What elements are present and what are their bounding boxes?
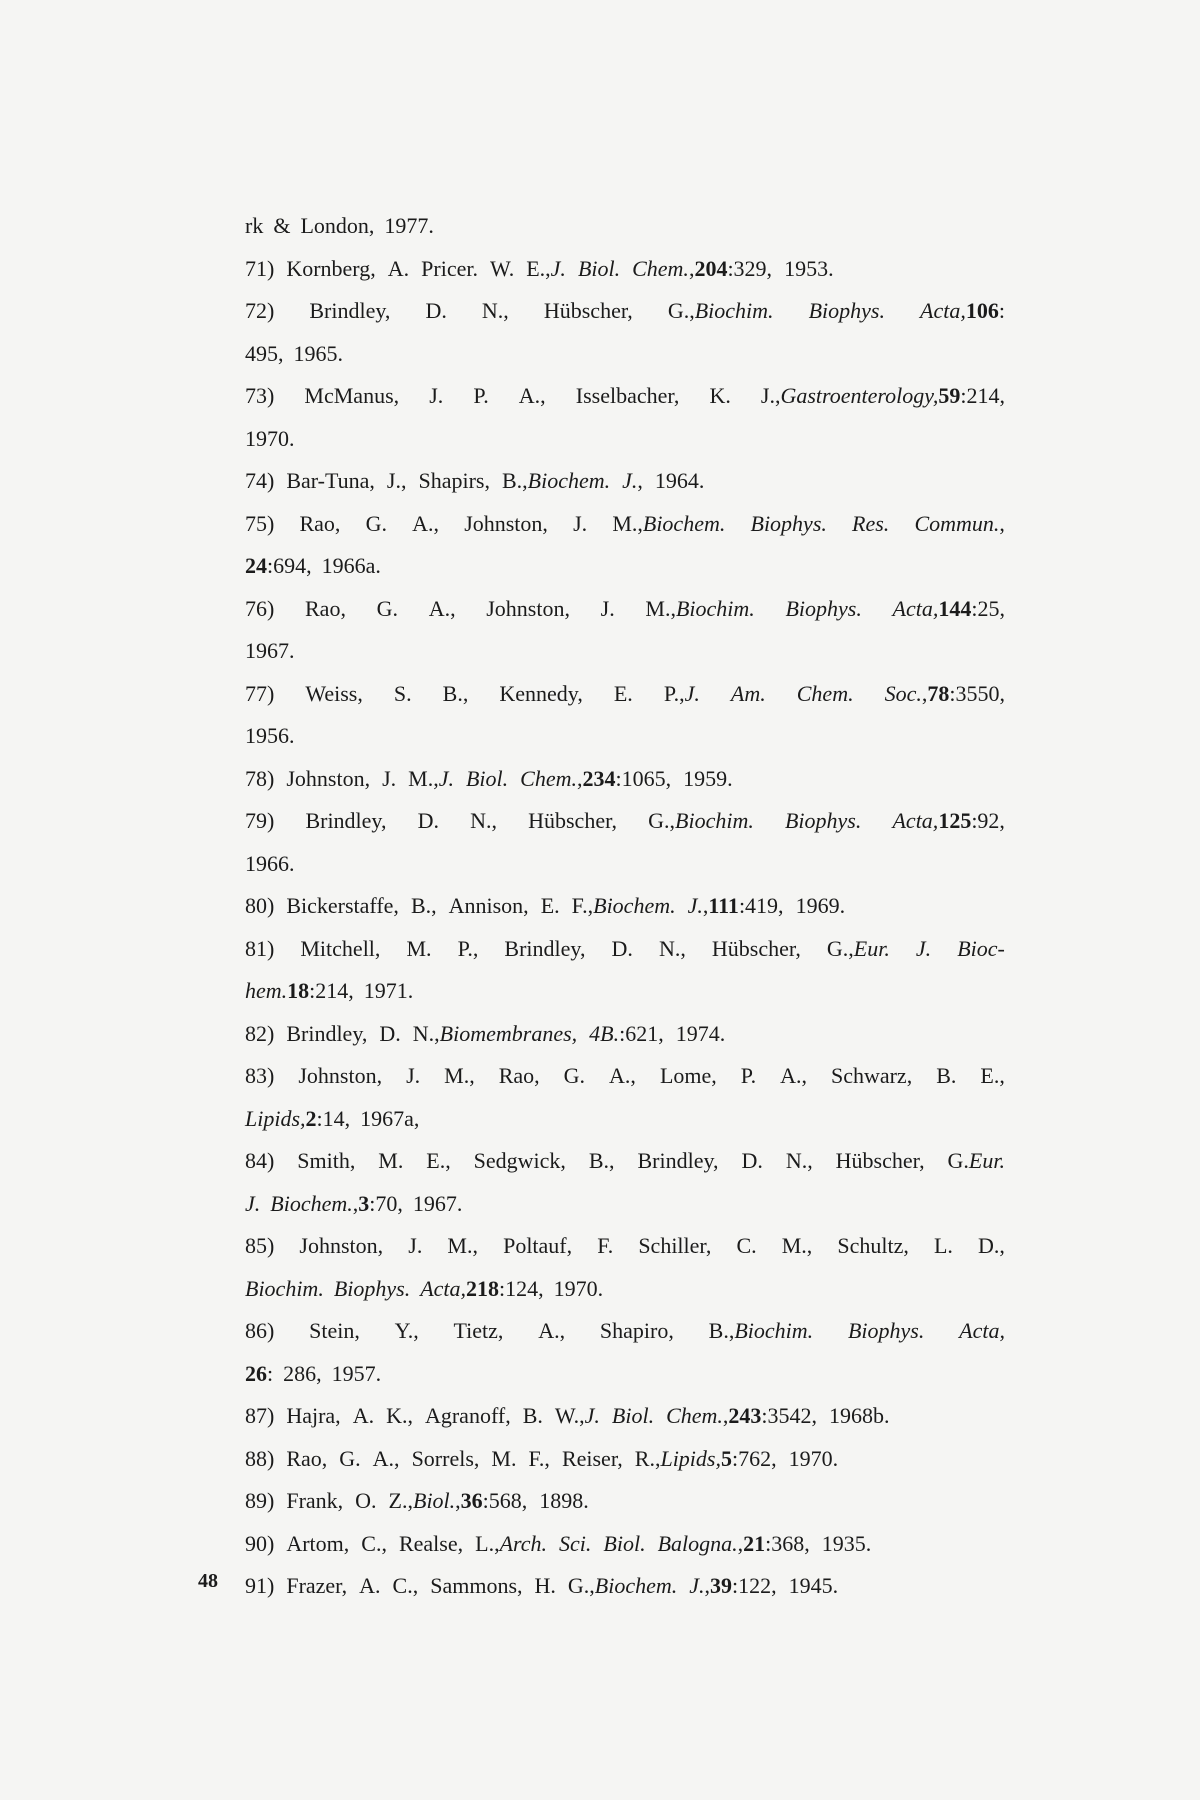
reference-word: 1967.: [412, 1190, 463, 1216]
reference-number: 90): [245, 1530, 275, 1556]
reference-entry-line: [245, 1310, 1005, 1353]
reference-word: Shapirs,: [418, 468, 490, 493]
reference-word: G.: [563, 1063, 586, 1088]
reference-word: 1970.: [788, 1445, 839, 1471]
reference-entry-line: [245, 1225, 1005, 1268]
reference-word: C.,: [392, 1573, 419, 1598]
reference-word: 1967.: [245, 638, 295, 663]
reference-number: 75): [245, 510, 275, 536]
reference-entry-line: [245, 928, 1005, 971]
reference-word: J.,39:122,: [689, 1573, 777, 1598]
reference-word: E.: [540, 893, 560, 918]
reference-word: Frazer,: [286, 1573, 348, 1598]
reference-word: N.,: [658, 935, 686, 961]
reference-word: G.: [339, 1445, 361, 1471]
reference-word: Am.: [730, 680, 766, 706]
reference-word: Lipids,2:14,: [245, 1105, 351, 1131]
reference-word: Pricer.: [421, 255, 478, 281]
reference-word: M.,: [447, 1233, 478, 1258]
reference-word: Biol.: [603, 1530, 646, 1556]
reference-word: J.: [573, 510, 588, 536]
reference-entry-line: [245, 1055, 1005, 1098]
reference-word: Brindley,: [504, 935, 586, 961]
reference-word: Hübscher,: [835, 1148, 925, 1173]
reference-word: A.,: [609, 1063, 636, 1088]
reference-word: A.: [387, 255, 410, 281]
reference-word: Balogna.,21:368,: [657, 1530, 810, 1556]
reference-word: Johnston,: [464, 510, 548, 536]
reference-entry-line: [245, 673, 1005, 716]
reference-word: M.: [406, 935, 432, 961]
reference-word: Hübscher,: [528, 808, 618, 833]
reference-number: 87): [245, 1403, 275, 1428]
reference-word: 1945.: [788, 1573, 839, 1598]
reference-number: 80): [245, 893, 275, 918]
reference-word: 1898.: [539, 1488, 589, 1513]
reference-list: [245, 205, 1005, 1608]
reference-word: F.,: [528, 1445, 550, 1471]
reference-word: Soc.,78:3550,: [884, 680, 1005, 706]
reference-number: 91): [245, 1573, 275, 1598]
reference-entry-line: [245, 1523, 1005, 1566]
reference-word: Y.,: [394, 1318, 419, 1343]
reference-word: Brindley,: [637, 1148, 719, 1173]
reference-word: D.,: [978, 1233, 1005, 1258]
reference-word: Hübscher,: [543, 298, 633, 323]
reference-number: 82): [245, 1020, 275, 1046]
reference-word: G.: [376, 595, 399, 621]
reference-word: 26:: [245, 1360, 274, 1386]
reference-word: A.,: [412, 510, 440, 536]
reference-word: Bickerstaffe,: [286, 893, 399, 918]
reference-word: 1970.: [553, 1275, 604, 1301]
reference-word: Sci.: [559, 1530, 592, 1556]
reference-word: Biol.: [577, 255, 621, 281]
reference-continuation-line: [245, 205, 1005, 248]
reference-word: Brindley,: [305, 808, 387, 833]
reference-word: 1971.: [363, 978, 414, 1003]
reference-word: Chem.,234:1065,: [520, 765, 672, 791]
reference-word: J.: [408, 1233, 423, 1258]
reference-number: 79): [245, 808, 275, 833]
reference-word: G.,Biochim.: [648, 808, 754, 833]
reference-word: A.,: [518, 383, 546, 408]
reference-entry-line: [245, 1565, 1005, 1608]
reference-word: B.: [936, 1063, 957, 1088]
reference-word: J.,Gastroenterology,59:214,: [760, 383, 1005, 408]
reference-word: K.,: [386, 1403, 413, 1428]
reference-entry-line: [245, 1140, 1005, 1183]
reference-word: Chem.: [796, 680, 854, 706]
reference-continuation-line: [245, 843, 1005, 886]
reference-word: J.,: [386, 468, 407, 493]
reference-word: Chem.,243:3542,: [666, 1403, 818, 1428]
reference-number: 74): [245, 468, 275, 493]
reference-word: C.,: [361, 1530, 387, 1556]
reference-word: E.: [613, 680, 633, 706]
reference-word: H.: [534, 1573, 556, 1598]
reference-word: Biophys.: [785, 595, 862, 621]
reference-word: J.: [429, 383, 444, 408]
reference-number: 86): [245, 1318, 275, 1343]
reference-word: Reiser,: [561, 1445, 623, 1471]
reference-word: N.,: [481, 298, 509, 323]
reference-word: 1959.: [683, 765, 733, 791]
reference-entry-line: [245, 1480, 1005, 1523]
reference-word: Lome,: [659, 1063, 717, 1088]
reference-word: rk: [245, 213, 264, 238]
reference-word: B.,Biochim.: [708, 1318, 814, 1343]
reference-word: P.,: [457, 935, 479, 961]
reference-word: Schultz,: [837, 1233, 909, 1258]
reference-word: A.: [359, 1573, 381, 1598]
reference-word: A.: [352, 1403, 375, 1428]
reference-word: L.,Arch.: [475, 1530, 548, 1556]
reference-word: Rao,: [498, 1063, 540, 1088]
reference-word: M.,Biochim.: [645, 595, 755, 621]
reference-word: Frank,: [286, 1488, 344, 1513]
reference-word: Bioc-: [957, 935, 1005, 961]
reference-word: 1966a.: [321, 553, 381, 578]
reference-word: Johnston,: [298, 1063, 383, 1088]
reference-word: B.,Biochem.: [501, 468, 611, 493]
reference-word: P.,J.: [663, 680, 700, 706]
reference-word: B.,: [442, 680, 469, 706]
reference-entry-line: [245, 885, 1005, 928]
reference-number: 73): [245, 383, 275, 408]
reference-entry-line: [245, 800, 1005, 843]
reference-entry-line: [245, 290, 1005, 333]
reference-word: Res.: [852, 510, 890, 536]
reference-word: D.: [379, 1020, 401, 1046]
reference-word: Commun.,: [914, 510, 1005, 536]
reference-continuation-line: [245, 418, 1005, 461]
reference-word: 1977.: [384, 213, 434, 238]
reference-entry-line: [245, 248, 1005, 291]
reference-word: Schwarz,: [830, 1063, 913, 1088]
reference-word: Brindley,: [309, 298, 391, 323]
reference-word: Johnston,: [286, 765, 371, 791]
reference-word: M.,: [444, 1063, 475, 1088]
reference-word: M.,Biochem.: [612, 510, 726, 536]
reference-entry-line: [245, 1438, 1005, 1481]
reference-word: Rao,: [286, 1445, 328, 1471]
reference-word: London,: [300, 213, 375, 238]
reference-entry-line: [245, 503, 1005, 546]
reference-word: N.,Biomembranes,: [412, 1020, 578, 1046]
reference-word: Bar-Tuna,: [286, 468, 375, 493]
reference-word: M.: [491, 1445, 517, 1471]
reference-number: 76): [245, 595, 275, 621]
reference-word: P.: [473, 383, 489, 408]
reference-continuation-line: [245, 1098, 1005, 1141]
reference-entry-line: [245, 588, 1005, 631]
reference-word: Johnston,: [486, 595, 570, 621]
reference-word: 1964.: [654, 468, 705, 493]
reference-word: K.: [709, 383, 731, 408]
reference-word: Biophys.: [847, 1318, 925, 1343]
reference-word: A.,: [538, 1318, 566, 1343]
reference-word: S.: [393, 680, 412, 706]
reference-word: J.: [245, 1190, 261, 1216]
reference-word: F.,Biochem.: [571, 893, 676, 918]
reference-entry-line: [245, 758, 1005, 801]
reference-word: R.,Lipids,5:762,: [634, 1445, 777, 1471]
reference-word: 1969.: [795, 893, 846, 918]
reference-word: Biophys.: [333, 1275, 411, 1301]
reference-word: Biophys.: [808, 298, 885, 323]
reference-word: 1956.: [245, 723, 295, 748]
reference-word: 1967a,: [360, 1105, 420, 1131]
reference-number: 71): [245, 255, 275, 281]
reference-word: P.: [740, 1063, 757, 1088]
reference-word: A.,: [372, 1445, 400, 1471]
reference-word: B.,: [410, 893, 437, 918]
reference-word: 495,: [245, 340, 284, 366]
reference-number: 72): [245, 298, 275, 323]
reference-continuation-line: [245, 333, 1005, 376]
reference-word: 1953.: [784, 255, 834, 281]
reference-word: Hajra,: [286, 1403, 341, 1428]
reference-word: Biophys.: [750, 510, 827, 536]
reference-word: 24:694,: [245, 553, 312, 578]
reference-continuation-line: [245, 715, 1005, 758]
reference-continuation-line: [245, 630, 1005, 673]
reference-word: Kornberg,: [286, 255, 376, 281]
reference-word: Biol.: [465, 765, 509, 791]
reference-word: C.: [736, 1233, 757, 1258]
reference-word: 4B.:621,: [589, 1020, 664, 1046]
reference-word: E.,: [426, 1148, 451, 1173]
reference-number: 81): [245, 935, 275, 961]
reference-word: J.: [406, 1063, 421, 1088]
reference-word: Brindley,: [286, 1020, 368, 1046]
reference-word: B.,: [588, 1148, 615, 1173]
reference-word: D.: [425, 298, 447, 323]
reference-word: hem.18:214,: [245, 978, 354, 1003]
reference-number: 83): [245, 1063, 275, 1088]
reference-word: Rao,: [299, 510, 341, 536]
reference-number: 89): [245, 1488, 275, 1513]
reference-word: E.,J.: [526, 255, 566, 281]
reference-word: Artom,: [286, 1530, 350, 1556]
page-number: 48: [198, 1570, 218, 1592]
reference-word: Realse,: [398, 1530, 464, 1556]
reference-word: Agranoff,: [424, 1403, 511, 1428]
reference-word: W.: [489, 255, 515, 281]
reference-number: 78): [245, 765, 275, 791]
reference-word: J.,: [622, 468, 643, 493]
reference-word: G.,Biochim.: [667, 298, 774, 323]
reference-number: 85): [245, 1233, 275, 1258]
reference-word: Z.,Biol.,36:568,: [388, 1488, 528, 1513]
reference-word: 1968b.: [829, 1403, 890, 1428]
reference-word: Rao,: [305, 595, 346, 621]
reference-word: A.,: [428, 595, 456, 621]
reference-word: N.,: [470, 808, 497, 833]
reference-word: Biophys.: [784, 808, 862, 833]
reference-word: O.: [355, 1488, 377, 1513]
reference-word: McManus,: [304, 383, 400, 408]
reference-word: 286,: [283, 1360, 322, 1386]
reference-continuation-line: [245, 1268, 1005, 1311]
reference-word: 1966.: [245, 850, 295, 876]
reference-word: Acta,144:25,: [892, 595, 1005, 621]
reference-word: Weiss,: [305, 680, 363, 706]
reference-word: J.: [382, 765, 397, 791]
reference-word: Biol.: [611, 1403, 655, 1428]
reference-word: D.: [741, 1148, 763, 1173]
reference-word: Acta,106:: [920, 298, 1005, 323]
reference-word: Sammons,: [430, 1573, 523, 1598]
reference-word: L.: [933, 1233, 953, 1258]
reference-continuation-line: [245, 545, 1005, 588]
reference-word: Acta,218:124,: [420, 1275, 544, 1301]
reference-word: Isselbacher,: [575, 383, 680, 408]
reference-word: A.,: [780, 1063, 807, 1088]
reference-number: 84): [245, 1148, 275, 1173]
reference-number: 77): [245, 680, 275, 706]
reference-word: G.: [365, 510, 387, 536]
reference-word: 1974.: [675, 1020, 726, 1046]
reference-continuation-line: [245, 1183, 1005, 1226]
reference-word: Acta,: [959, 1318, 1005, 1343]
reference-word: M.,J.: [408, 765, 454, 791]
reference-word: 1935.: [821, 1530, 872, 1556]
reference-word: B.: [522, 1403, 543, 1428]
reference-word: G.Eur.: [947, 1148, 1005, 1173]
reference-entry-line: [245, 375, 1005, 418]
reference-word: Tietz,: [453, 1318, 504, 1343]
reference-word: F.: [597, 1233, 614, 1258]
reference-word: Biochem.,3:70,: [270, 1190, 403, 1216]
reference-word: Johnston,: [299, 1233, 384, 1258]
reference-word: D.: [417, 808, 439, 833]
reference-word: J.: [915, 935, 932, 961]
reference-word: Shapiro,: [599, 1318, 674, 1343]
reference-word: D.: [611, 935, 633, 961]
reference-number: 88): [245, 1445, 275, 1471]
reference-word: E.,: [980, 1063, 1005, 1088]
reference-word: G.,Eur.: [826, 935, 890, 961]
reference-entry-line: [245, 1013, 1005, 1056]
reference-word: Sorrels,: [411, 1445, 480, 1471]
reference-word: M.: [378, 1148, 404, 1173]
reference-word: Acta,125:92,: [892, 808, 1005, 833]
reference-word: Hübscher,: [711, 935, 801, 961]
reference-word: Chem.,204:329,: [632, 255, 773, 281]
reference-word: &: [273, 213, 291, 238]
reference-word: Schiller,: [638, 1233, 712, 1258]
reference-entry-line: [245, 460, 1005, 503]
reference-word: Kennedy,: [499, 680, 583, 706]
reference-word: G.,Biochem.: [567, 1573, 678, 1598]
reference-word: Biochim.: [245, 1275, 324, 1301]
reference-word: Mitchell,: [300, 935, 381, 961]
reference-entry-line: [245, 1395, 1005, 1438]
reference-word: Sedgwick,: [473, 1148, 566, 1173]
reference-continuation-line: [245, 1353, 1005, 1396]
reference-continuation-line: [245, 970, 1005, 1013]
reference-word: Stein,: [309, 1318, 360, 1343]
reference-word: 1957.: [331, 1360, 382, 1386]
reference-word: J.,111:419,: [687, 893, 784, 918]
reference-word: 1970.: [245, 425, 295, 451]
reference-word: N.,: [785, 1148, 813, 1173]
reference-word: Annison,: [448, 893, 529, 918]
reference-word: J.: [600, 595, 615, 621]
reference-word: W.,J.: [554, 1403, 600, 1428]
reference-word: M.,: [781, 1233, 813, 1258]
reference-word: 1965.: [293, 340, 343, 366]
reference-word: Poltauf,: [503, 1233, 573, 1258]
reference-word: Smith,: [297, 1148, 356, 1173]
